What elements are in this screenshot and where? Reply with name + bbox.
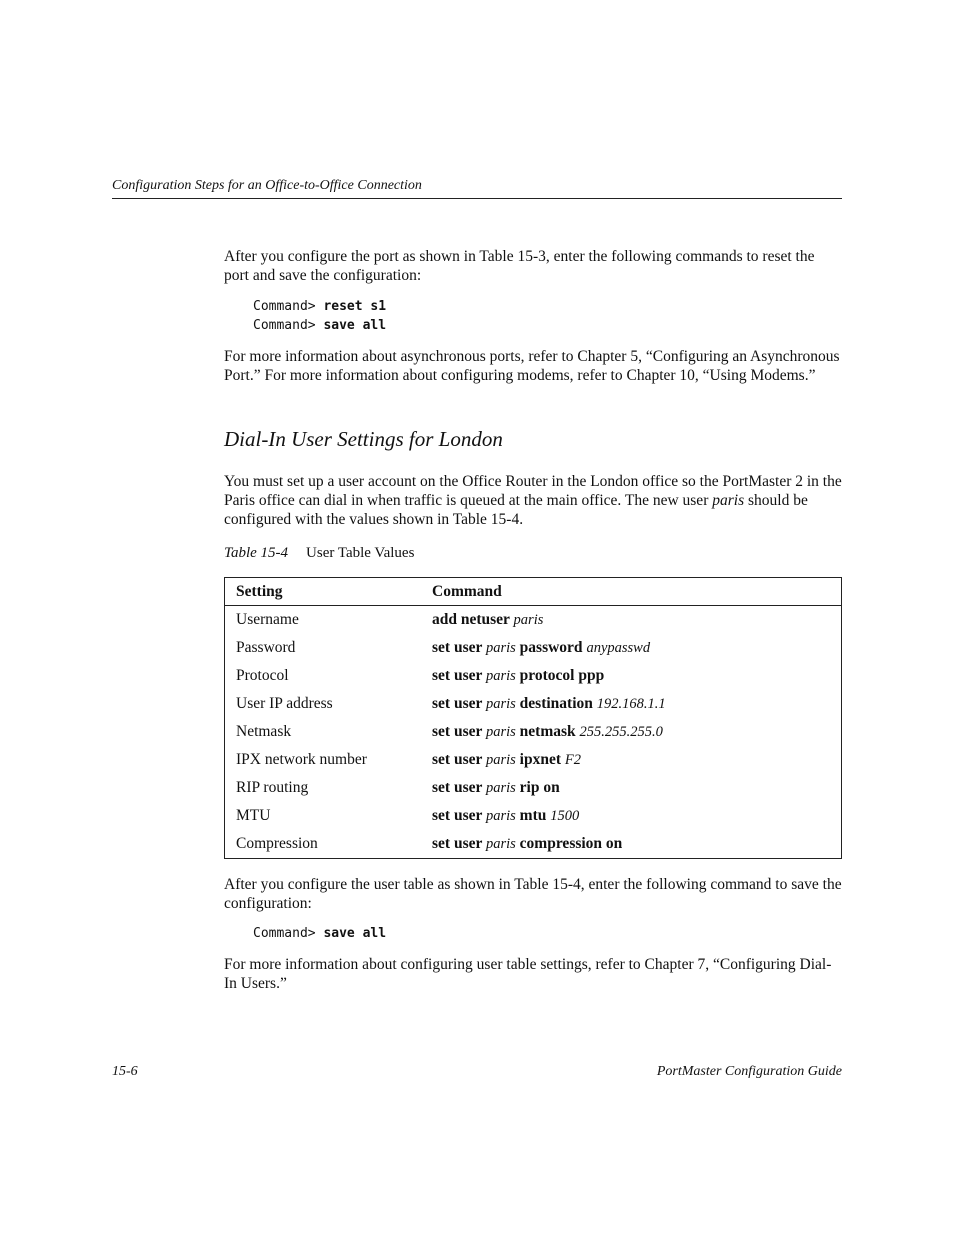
command-argument: paris (485, 836, 516, 852)
column-header-command: Command (421, 578, 842, 606)
header-rule (112, 198, 842, 199)
table-header-row (225, 578, 842, 606)
command-keyword: compression on (515, 835, 623, 852)
command-keyword: netmask (515, 723, 580, 740)
book-title: PortMaster Configuration Guide (656, 1064, 842, 1079)
section-heading: Dial-In User Settings for London (224, 427, 503, 451)
table-caption-number: Table 15-4 (224, 545, 289, 561)
intro-paragraph-2-text: For more information about asynchronous ports, refer to Chapter 5, “Configuring an Asynchronous Port.” For more information about configuring modems, refer to Chapter 10, “Using Modems.” (224, 348, 840, 384)
command-argument: paris (485, 668, 516, 684)
section-paragraph-start: You must set up a user account on the Office Router in the London office so the PortMaster 2 in the Paris office can dial in when traffic is queued at the main office. The new user (224, 473, 842, 509)
command-keyword: set user (432, 723, 486, 740)
section-paragraph-end: should be configured with the values shown in Table 15-4. (224, 492, 808, 528)
command-keyword: set user (432, 779, 486, 796)
command-line-3 (253, 924, 386, 943)
section-paragraph-emphasis: paris (712, 492, 745, 509)
command-keyword: set user (432, 695, 486, 712)
command-keyword: protocol ppp (515, 667, 605, 684)
command-cell (421, 634, 842, 662)
table-row (225, 774, 842, 802)
setting-cell: RIP routing (236, 779, 309, 796)
table-row (225, 718, 842, 746)
table-caption (224, 545, 414, 562)
command-line-1 (253, 297, 386, 316)
command-cell (421, 718, 842, 746)
table-row (225, 802, 842, 830)
command-prompt: Command> (253, 299, 316, 314)
setting-cell: Netmask (236, 723, 292, 740)
table-row (225, 662, 842, 690)
command-argument: paris (485, 780, 516, 796)
command-argument: paris (485, 696, 516, 712)
command-argument: paris (485, 752, 516, 768)
command-text: reset s1 (323, 299, 387, 314)
command-argument: anypasswd (586, 640, 651, 656)
command-argument: paris (485, 808, 516, 824)
command-keyword: ipxnet (515, 751, 565, 768)
page-number: 15-6 (112, 1064, 138, 1079)
command-argument: 255.255.255.0 (579, 724, 663, 740)
section-paragraph (224, 472, 842, 529)
command-keyword: set user (432, 807, 486, 824)
command-keyword: set user (432, 835, 486, 852)
command-cell (421, 606, 842, 635)
command-cell (421, 830, 842, 859)
table-row (225, 830, 842, 859)
intro-paragraph-2 (224, 347, 842, 385)
command-text: save all (323, 926, 387, 941)
command-keyword: set user (432, 751, 486, 768)
command-keyword: set user (432, 639, 486, 656)
table-caption-title: User Table Values (306, 545, 415, 561)
setting-cell: Password (236, 639, 296, 656)
command-cell (421, 662, 842, 690)
setting-cell: Protocol (236, 667, 289, 684)
setting-cell: Username (236, 611, 299, 628)
running-header: Configuration Steps for an Office-to-Office Connection (112, 178, 422, 193)
after-table-paragraph-1-text: After you configure the user table as shown in Table 15-4, enter the following command to save the configuration: (224, 876, 842, 912)
table-row (225, 690, 842, 718)
command-argument: paris (485, 640, 516, 656)
command-cell (421, 746, 842, 774)
user-table-values (224, 577, 842, 859)
setting-cell: User IP address (236, 695, 333, 712)
command-argument: 1500 (550, 808, 580, 824)
command-cell (421, 802, 842, 830)
command-line-2 (253, 316, 386, 335)
command-keyword: set user (432, 667, 486, 684)
command-keyword: destination (515, 695, 597, 712)
intro-paragraph-1-text: After you configure the port as shown in Table 15-3, enter the following commands to reset the port and save the configuration: (224, 248, 815, 284)
command-keyword: rip on (515, 779, 560, 796)
command-argument: paris (485, 724, 516, 740)
command-keyword: mtu (515, 807, 551, 824)
command-prompt: Command> (253, 926, 316, 941)
command-cell (421, 774, 842, 802)
command-cell (421, 690, 842, 718)
command-argument: paris (513, 612, 544, 628)
command-argument: 192.168.1.1 (596, 696, 666, 712)
after-table-paragraph-2 (224, 955, 842, 993)
table-row (225, 634, 842, 662)
command-prompt: Command> (253, 318, 316, 333)
after-table-paragraph-2-text: For more information about configuring user table settings, refer to Chapter 7, “Configuring Dial-In Users.” (224, 956, 832, 992)
table-row (225, 606, 842, 635)
column-header-setting: Setting (225, 578, 422, 606)
intro-paragraph-1 (224, 247, 842, 285)
after-table-paragraph-1 (224, 875, 842, 913)
setting-cell: MTU (236, 807, 271, 824)
setting-cell: IPX network number (236, 751, 367, 768)
setting-cell: Compression (236, 835, 318, 852)
command-keyword: add netuser (432, 611, 514, 628)
command-argument: F2 (564, 752, 581, 768)
table-body (225, 606, 842, 859)
command-keyword: password (515, 639, 587, 656)
command-text: save all (323, 318, 387, 333)
table-row (225, 746, 842, 774)
